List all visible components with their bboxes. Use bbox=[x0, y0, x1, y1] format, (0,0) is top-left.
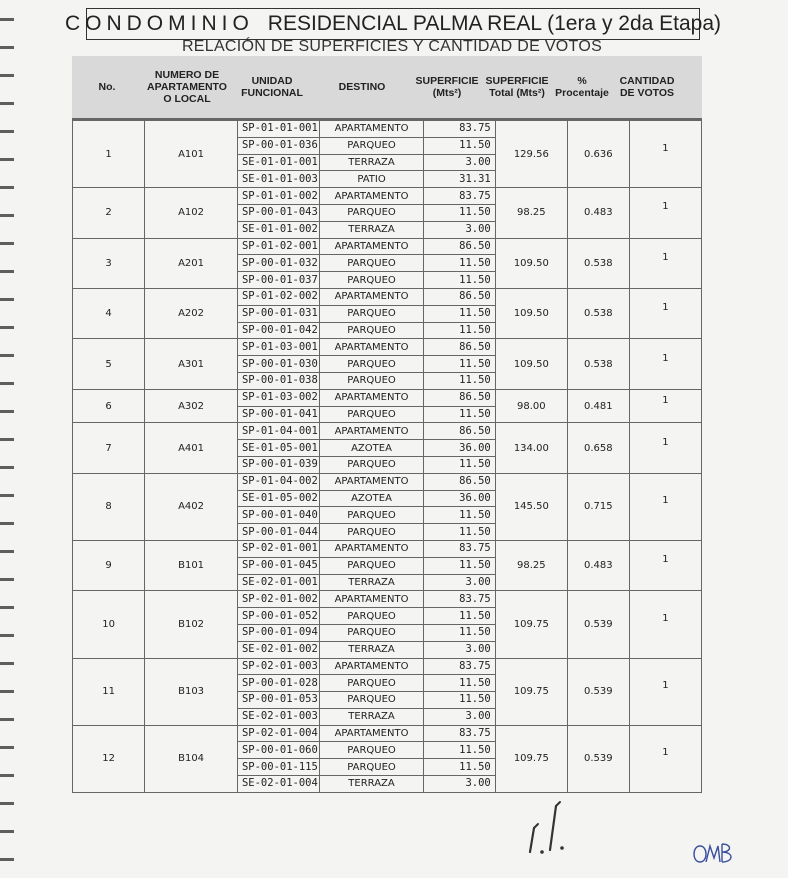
surface-value: 3.00 bbox=[423, 708, 495, 725]
destination: PARQUEO bbox=[320, 305, 423, 322]
destination: TERRAZA bbox=[320, 154, 423, 171]
total-surface: 134.00 bbox=[495, 423, 567, 473]
functional-unit: SP-02-01-003 bbox=[237, 658, 319, 675]
functional-unit: SP-00-01-060 bbox=[237, 742, 319, 759]
votes-value: 1 bbox=[662, 612, 669, 624]
functional-unit: SE-01-01-002 bbox=[237, 221, 319, 238]
unit-number: 6 bbox=[73, 389, 145, 423]
destination: PARQUEO bbox=[320, 624, 423, 641]
votes-value: 1 bbox=[662, 747, 669, 759]
surface-value: 86.50 bbox=[423, 339, 495, 356]
functional-unit: SP-01-01-001 bbox=[237, 121, 319, 138]
unit-number: 2 bbox=[73, 188, 145, 238]
destination: APARTAMENTO bbox=[320, 389, 423, 406]
functional-unit: SP-00-01-045 bbox=[237, 557, 319, 574]
destination: PARQUEO bbox=[320, 524, 423, 541]
destination: APARTAMENTO bbox=[320, 238, 423, 255]
percentage: 0.483 bbox=[567, 188, 629, 238]
table-row bbox=[73, 423, 702, 440]
surface-value: 11.50 bbox=[423, 524, 495, 541]
surface-value: 11.50 bbox=[423, 742, 495, 759]
percentage: 0.658 bbox=[567, 423, 629, 473]
destination: PARQUEO bbox=[320, 372, 423, 389]
surface-value: 3.00 bbox=[423, 776, 495, 793]
apartment-code: B103 bbox=[145, 658, 238, 725]
destination: APARTAMENTO bbox=[320, 591, 423, 608]
destination: PARQUEO bbox=[320, 406, 423, 423]
destination: APARTAMENTO bbox=[320, 339, 423, 356]
percentage: 0.539 bbox=[567, 591, 629, 658]
surface-value: 86.50 bbox=[423, 288, 495, 305]
functional-unit: SE-02-01-004 bbox=[237, 776, 319, 793]
unit-number: 12 bbox=[73, 725, 145, 792]
destination: PARQUEO bbox=[320, 742, 423, 759]
title-prefix: CONDOMINIO bbox=[64, 12, 254, 35]
surface-value: 86.50 bbox=[423, 423, 495, 440]
functional-unit: SP-00-01-041 bbox=[237, 406, 319, 423]
destination: PARQUEO bbox=[320, 507, 423, 524]
header-total: SUPERFICIE Total (Mts²) bbox=[485, 75, 549, 99]
functional-unit: SP-00-01-039 bbox=[237, 456, 319, 473]
table-row bbox=[73, 238, 702, 255]
unit-number: 8 bbox=[73, 473, 145, 540]
functional-unit: SE-02-01-002 bbox=[237, 641, 319, 658]
functional-unit: SP-00-01-043 bbox=[237, 204, 319, 221]
destination: PARQUEO bbox=[320, 204, 423, 221]
percentage: 0.538 bbox=[567, 339, 629, 389]
destination: APARTAMENTO bbox=[320, 188, 423, 205]
destination: APARTAMENTO bbox=[320, 423, 423, 440]
functional-unit: SP-00-01-094 bbox=[237, 624, 319, 641]
percentage: 0.636 bbox=[567, 121, 629, 188]
functional-unit: SP-00-01-036 bbox=[237, 137, 319, 154]
table-header bbox=[72, 56, 702, 120]
total-surface: 98.25 bbox=[495, 188, 567, 238]
percentage: 0.538 bbox=[567, 238, 629, 288]
destination: PARQUEO bbox=[320, 137, 423, 154]
surface-value: 86.50 bbox=[423, 389, 495, 406]
header-unit: UNIDAD FUNCIONAL bbox=[241, 75, 303, 99]
header-percentage: % Procentaje bbox=[555, 75, 609, 99]
header-votes: CANTIDAD DE VOTOS bbox=[619, 75, 675, 99]
destination: PARQUEO bbox=[320, 675, 423, 692]
surface-value: 3.00 bbox=[423, 221, 495, 238]
total-surface: 109.50 bbox=[495, 238, 567, 288]
surface-table bbox=[72, 56, 702, 793]
functional-unit: SP-00-01-040 bbox=[237, 507, 319, 524]
surface-value: 83.75 bbox=[423, 658, 495, 675]
votes-value: 1 bbox=[662, 352, 669, 364]
destination: TERRAZA bbox=[320, 574, 423, 591]
functional-unit: SE-01-05-002 bbox=[237, 490, 319, 507]
surface-value: 3.00 bbox=[423, 574, 495, 591]
functional-unit: SP-02-01-004 bbox=[237, 725, 319, 742]
destination: APARTAMENTO bbox=[320, 540, 423, 557]
functional-unit: SE-01-01-001 bbox=[237, 154, 319, 171]
votes-value: 1 bbox=[662, 251, 669, 263]
functional-unit: SP-00-01-115 bbox=[237, 759, 319, 776]
apartment-code: A201 bbox=[145, 238, 238, 288]
unit-number: 11 bbox=[73, 658, 145, 725]
votes bbox=[629, 121, 701, 188]
functional-unit: SP-01-01-002 bbox=[237, 188, 319, 205]
table-row bbox=[73, 540, 702, 557]
surface-value: 31.31 bbox=[423, 171, 495, 188]
destination: APARTAMENTO bbox=[320, 658, 423, 675]
functional-unit: SP-01-02-001 bbox=[237, 238, 319, 255]
total-surface: 109.50 bbox=[495, 288, 567, 338]
functional-unit: SP-00-01-028 bbox=[237, 675, 319, 692]
surface-value: 11.50 bbox=[423, 305, 495, 322]
votes-value: 1 bbox=[662, 201, 669, 213]
surface-value: 11.50 bbox=[423, 759, 495, 776]
votes bbox=[629, 238, 701, 288]
table-row bbox=[73, 339, 702, 356]
destination: PARQUEO bbox=[320, 322, 423, 339]
surface-value: 11.50 bbox=[423, 557, 495, 574]
votes-value: 1 bbox=[662, 394, 669, 406]
destination: PARQUEO bbox=[320, 557, 423, 574]
table-row bbox=[73, 658, 702, 675]
header-apartment: NUMERO DE APARTAMENTO O LOCAL bbox=[147, 69, 227, 105]
functional-unit: SP-00-01-044 bbox=[237, 524, 319, 541]
table-body bbox=[72, 120, 702, 793]
functional-unit: SP-02-01-001 bbox=[237, 540, 319, 557]
votes bbox=[629, 423, 701, 473]
table-row bbox=[73, 188, 702, 205]
unit-number: 7 bbox=[73, 423, 145, 473]
surface-value: 83.75 bbox=[423, 540, 495, 557]
surface-value: 11.50 bbox=[423, 675, 495, 692]
votes-value: 1 bbox=[662, 142, 669, 154]
title-main: RESIDENCIAL PALMA REAL (1era y 2da Etapa) bbox=[267, 12, 722, 35]
apartment-code: B104 bbox=[145, 725, 238, 792]
unit-number: 10 bbox=[73, 591, 145, 658]
functional-unit: SP-00-01-042 bbox=[237, 322, 319, 339]
table-row bbox=[73, 288, 702, 305]
apartment-code: A301 bbox=[145, 339, 238, 389]
document-title bbox=[64, 8, 722, 40]
apartment-code: A302 bbox=[145, 389, 238, 423]
votes bbox=[629, 188, 701, 238]
destination: AZOTEA bbox=[320, 490, 423, 507]
table-row bbox=[73, 591, 702, 608]
functional-unit: SE-01-05-001 bbox=[237, 440, 319, 457]
functional-unit: SP-00-01-030 bbox=[237, 356, 319, 373]
destination: APARTAMENTO bbox=[320, 121, 423, 138]
percentage: 0.715 bbox=[567, 473, 629, 540]
table-row bbox=[73, 473, 702, 490]
votes-value: 1 bbox=[662, 554, 669, 566]
votes bbox=[629, 540, 701, 590]
destination: APARTAMENTO bbox=[320, 288, 423, 305]
destination: PARQUEO bbox=[320, 272, 423, 289]
unit-number: 4 bbox=[73, 288, 145, 338]
destination: PARQUEO bbox=[320, 692, 423, 709]
surface-value: 83.75 bbox=[423, 725, 495, 742]
functional-unit: SP-02-01-002 bbox=[237, 591, 319, 608]
surface-value: 3.00 bbox=[423, 641, 495, 658]
unit-number: 9 bbox=[73, 540, 145, 590]
destination: TERRAZA bbox=[320, 708, 423, 725]
surface-value: 11.50 bbox=[423, 608, 495, 625]
percentage: 0.483 bbox=[567, 540, 629, 590]
destination: PATIO bbox=[320, 171, 423, 188]
total-surface: 98.25 bbox=[495, 540, 567, 590]
total-surface: 129.56 bbox=[495, 121, 567, 188]
destination: TERRAZA bbox=[320, 221, 423, 238]
destination: PARQUEO bbox=[320, 356, 423, 373]
percentage: 0.538 bbox=[567, 288, 629, 338]
surface-value: 11.50 bbox=[423, 456, 495, 473]
functional-unit: SP-00-01-038 bbox=[237, 372, 319, 389]
total-surface: 109.75 bbox=[495, 725, 567, 792]
functional-unit: SE-01-01-003 bbox=[237, 171, 319, 188]
table-row bbox=[73, 389, 702, 406]
functional-unit: SP-01-04-001 bbox=[237, 423, 319, 440]
destination: PARQUEO bbox=[320, 759, 423, 776]
handwritten-initials bbox=[690, 838, 738, 866]
surface-value: 11.50 bbox=[423, 507, 495, 524]
surface-value: 86.50 bbox=[423, 473, 495, 490]
total-surface: 109.50 bbox=[495, 339, 567, 389]
apartment-code: A401 bbox=[145, 423, 238, 473]
destination: PARQUEO bbox=[320, 608, 423, 625]
destination: AZOTEA bbox=[320, 440, 423, 457]
total-surface: 98.00 bbox=[495, 389, 567, 423]
surface-value: 36.00 bbox=[423, 490, 495, 507]
votes bbox=[629, 725, 701, 792]
destination: PARQUEO bbox=[320, 456, 423, 473]
surface-value: 83.75 bbox=[423, 591, 495, 608]
total-surface: 109.75 bbox=[495, 658, 567, 725]
percentage: 0.539 bbox=[567, 725, 629, 792]
destination: TERRAZA bbox=[320, 641, 423, 658]
votes-value: 1 bbox=[662, 680, 669, 692]
apartment-code: B101 bbox=[145, 540, 238, 590]
header-no: No. bbox=[98, 81, 116, 93]
functional-unit: SE-02-01-001 bbox=[237, 574, 319, 591]
functional-unit: SP-01-04-002 bbox=[237, 473, 319, 490]
functional-unit: SP-00-01-031 bbox=[237, 305, 319, 322]
unit-number: 1 bbox=[73, 121, 145, 188]
spiral-binding bbox=[0, 0, 14, 878]
apartment-code: A202 bbox=[145, 288, 238, 338]
functional-unit: SP-00-01-052 bbox=[237, 608, 319, 625]
surface-value: 3.00 bbox=[423, 154, 495, 171]
document-subtitle: RELACIÓN DE SUPERFICIES Y CANTIDAD DE VOTOS bbox=[181, 38, 603, 55]
functional-unit: SP-01-02-002 bbox=[237, 288, 319, 305]
destination: APARTAMENTO bbox=[320, 725, 423, 742]
surface-value: 83.75 bbox=[423, 188, 495, 205]
surface-value: 11.50 bbox=[423, 406, 495, 423]
votes bbox=[629, 288, 701, 338]
apartment-code: A402 bbox=[145, 473, 238, 540]
table-row bbox=[73, 725, 702, 742]
destination: PARQUEO bbox=[320, 255, 423, 272]
votes-value: 1 bbox=[662, 436, 669, 448]
functional-unit: SE-02-01-003 bbox=[237, 708, 319, 725]
surface-value: 11.50 bbox=[423, 137, 495, 154]
header-surface: SUPERFICIE (Mts²) bbox=[415, 75, 479, 99]
functional-unit: SP-00-01-053 bbox=[237, 692, 319, 709]
surface-value: 83.75 bbox=[423, 121, 495, 138]
apartment-code: B102 bbox=[145, 591, 238, 658]
surface-value: 86.50 bbox=[423, 238, 495, 255]
apartment-code: A101 bbox=[145, 121, 238, 188]
votes bbox=[629, 339, 701, 389]
votes bbox=[629, 658, 701, 725]
votes bbox=[629, 473, 701, 540]
votes-value: 1 bbox=[662, 302, 669, 314]
votes bbox=[629, 591, 701, 658]
surface-value: 11.50 bbox=[423, 356, 495, 373]
functional-unit: SP-00-01-032 bbox=[237, 255, 319, 272]
table-row bbox=[73, 121, 702, 138]
surface-value: 11.50 bbox=[423, 204, 495, 221]
surface-value: 11.50 bbox=[423, 372, 495, 389]
functional-unit: SP-01-03-002 bbox=[237, 389, 319, 406]
functional-unit: SP-00-01-037 bbox=[237, 272, 319, 289]
header-destination: DESTINO bbox=[338, 81, 386, 93]
unit-number: 5 bbox=[73, 339, 145, 389]
destination: TERRAZA bbox=[320, 776, 423, 793]
votes-value: 1 bbox=[662, 495, 669, 507]
percentage: 0.481 bbox=[567, 389, 629, 423]
total-surface: 145.50 bbox=[495, 473, 567, 540]
surface-value: 11.50 bbox=[423, 255, 495, 272]
surface-value: 11.50 bbox=[423, 692, 495, 709]
total-surface: 109.75 bbox=[495, 591, 567, 658]
destination: APARTAMENTO bbox=[320, 473, 423, 490]
percentage: 0.539 bbox=[567, 658, 629, 725]
handwritten-mark bbox=[520, 800, 580, 860]
surface-value: 11.50 bbox=[423, 272, 495, 289]
apartment-code: A102 bbox=[145, 188, 238, 238]
unit-number: 3 bbox=[73, 238, 145, 288]
votes bbox=[629, 389, 701, 423]
surface-value: 36.00 bbox=[423, 440, 495, 457]
surface-value: 11.50 bbox=[423, 322, 495, 339]
functional-unit: SP-01-03-001 bbox=[237, 339, 319, 356]
surface-value: 11.50 bbox=[423, 624, 495, 641]
